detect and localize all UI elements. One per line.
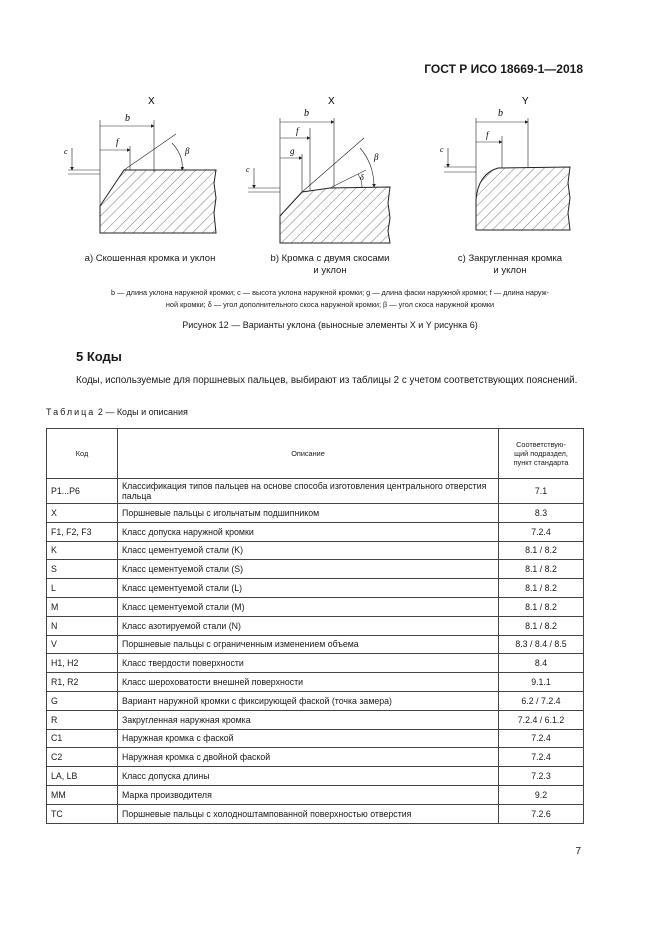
table-row xyxy=(47,597,584,616)
table-header-row xyxy=(47,429,584,479)
figure-a-caption: а) Скошенная кромка и уклон xyxy=(84,253,216,264)
table-row xyxy=(47,504,584,523)
figure-c-caption: с) Закругленная кромка и уклон xyxy=(457,253,563,276)
row-ref: 6.2 / 7.2.4 xyxy=(499,691,584,710)
row-code: R xyxy=(47,710,118,729)
dim-g-b: g xyxy=(290,146,295,156)
row-description: Класс азотируемой стали (N) xyxy=(118,616,499,635)
row-ref: 8.1 / 8.2 xyxy=(499,541,584,560)
figure-legend xyxy=(46,287,614,311)
legend-line-2: ной кромки; δ — угол дополнительного скоса наружной кромки; β — угол скоса наружной кромки xyxy=(165,300,495,309)
row-ref: 7.2.4 xyxy=(499,748,584,767)
dim-beta-a: β xyxy=(185,146,190,156)
row-description: Закругленная наружная кромка xyxy=(118,710,499,729)
row-description: Поршневые пальцы с игольчатым подшипником xyxy=(118,504,499,523)
row-description: Класс цементуемой стали (K) xyxy=(118,541,499,560)
row-code: N xyxy=(47,616,118,635)
row-ref: 8.1 / 8.2 xyxy=(499,579,584,598)
table-row xyxy=(47,767,584,786)
row-description: Класс допуска наружной кромки xyxy=(118,522,499,541)
row-description: Марка производителя xyxy=(118,785,499,804)
row-ref: 7.2.4 xyxy=(499,522,584,541)
row-ref: 8.1 / 8.2 xyxy=(499,560,584,579)
row-code: V xyxy=(47,635,118,654)
table-row xyxy=(47,748,584,767)
table-row xyxy=(47,710,584,729)
table-row xyxy=(47,785,584,804)
legend-line-1: b — длина уклона наружной кромки; c — высота уклона наружной кромки; g — длина фаски наружной кромки; f — длина наруж- xyxy=(111,288,549,297)
row-description: Вариант наружной кромки с фиксирующей фаской (точка замера) xyxy=(118,691,499,710)
dim-c-a: c xyxy=(64,147,68,156)
table-row xyxy=(47,729,584,748)
row-ref: 8.1 / 8.2 xyxy=(499,616,584,635)
page-number: 7 xyxy=(575,846,581,857)
row-code: R1, R2 xyxy=(47,673,118,692)
row-ref: 9.2 xyxy=(499,785,584,804)
row-ref: 8.3 xyxy=(499,504,584,523)
row-description: Наружная кромка с фаской xyxy=(118,729,499,748)
figure-c-view-label: Y xyxy=(522,96,529,107)
row-ref: 8.3 / 8.4 / 8.5 xyxy=(499,635,584,654)
row-ref: 8.1 / 8.2 xyxy=(499,597,584,616)
table-body xyxy=(47,479,584,824)
row-ref: 7.2.4 / 6.1.2 xyxy=(499,710,584,729)
figure-c xyxy=(440,96,570,230)
dim-delta-b: δ xyxy=(360,173,364,182)
row-code: P1...P6 xyxy=(47,479,118,504)
table-row xyxy=(47,691,584,710)
row-code: L xyxy=(47,579,118,598)
header-code: Код xyxy=(47,429,118,479)
row-code: LA, LB xyxy=(47,767,118,786)
row-code: G xyxy=(47,691,118,710)
row-code: S xyxy=(47,560,118,579)
row-code: F1, F2, F3 xyxy=(47,522,118,541)
table-row xyxy=(47,479,584,504)
dim-f-b: f xyxy=(296,126,299,136)
row-ref: 7.2.3 xyxy=(499,767,584,786)
table-title-prefix: Таблица xyxy=(46,407,96,417)
section-title: 5 Коды xyxy=(76,349,122,364)
row-code: C2 xyxy=(47,748,118,767)
table-row xyxy=(47,560,584,579)
figure-caption: Рисунок 12 — Варианты уклона (выносные элементы X и Y рисунка 6) xyxy=(182,320,478,330)
table-row xyxy=(47,616,584,635)
figure-b-view-label: X xyxy=(328,96,335,107)
row-description: Наружная кромка с двойной фаской xyxy=(118,748,499,767)
row-description: Класс цементуемой стали (L) xyxy=(118,579,499,598)
dim-b-c: b xyxy=(498,108,503,119)
dim-b-b: b xyxy=(304,108,309,119)
table-title xyxy=(46,407,188,417)
row-code: H1, H2 xyxy=(47,654,118,673)
row-code: X xyxy=(47,504,118,523)
dim-b-a: b xyxy=(125,113,130,124)
header-description: Описание xyxy=(118,429,499,479)
row-code: K xyxy=(47,541,118,560)
row-ref: 7.2.6 xyxy=(499,804,584,823)
table-row xyxy=(47,522,584,541)
dim-c-c: c xyxy=(440,145,444,154)
row-description: Класс цементуемой стали (S) xyxy=(118,560,499,579)
row-description: Класс твердости поверхности xyxy=(118,654,499,673)
table-row xyxy=(47,541,584,560)
dim-beta-b: β xyxy=(374,152,379,162)
codes-table xyxy=(46,428,584,824)
row-code: C1 xyxy=(47,729,118,748)
figure-b-caption: b) Кромка с двумя скосами и уклон xyxy=(270,253,390,276)
table-row xyxy=(47,635,584,654)
row-ref: 9.1.1 xyxy=(499,673,584,692)
row-description: Поршневые пальцы с ограниченным изменением объема xyxy=(118,635,499,654)
row-description: Класс шероховатости внешней поверхности xyxy=(118,673,499,692)
row-ref: 7.1 xyxy=(499,479,584,504)
section-paragraph: Коды, используемые для поршневых пальцев, выбирают из таблицы 2 с учетом соответствующих пояснений. xyxy=(76,375,578,386)
dim-f-c: f xyxy=(486,130,489,140)
figure-b xyxy=(246,96,390,243)
document-code: ГОСТ Р ИСО 18669-1—2018 xyxy=(424,62,583,76)
row-description: Поршневые пальцы с холодноштампованной поверхностью отверстия xyxy=(118,804,499,823)
dim-f-a: f xyxy=(116,137,119,147)
row-code: M xyxy=(47,597,118,616)
row-description: Класс цементуемой стали (M) xyxy=(118,597,499,616)
row-code: MM xyxy=(47,785,118,804)
row-ref: 8.4 xyxy=(499,654,584,673)
table-row xyxy=(47,804,584,823)
row-description: Классификация типов пальцев на основе способа изготовления центрального отверстия пальца xyxy=(118,479,499,504)
table-row xyxy=(47,654,584,673)
table-title-rest: 2 — Коды и описания xyxy=(97,407,188,417)
table-row xyxy=(47,579,584,598)
dim-c-b: c xyxy=(246,165,250,174)
header-ref: Соответствую- щий подраздел, пункт стандарта xyxy=(499,429,584,479)
row-code: TC xyxy=(47,804,118,823)
figure-a-view-label: X xyxy=(148,96,155,107)
row-ref: 7.2.4 xyxy=(499,729,584,748)
row-description: Класс допуска длины xyxy=(118,767,499,786)
figure-a xyxy=(64,96,216,233)
table-row xyxy=(47,673,584,692)
